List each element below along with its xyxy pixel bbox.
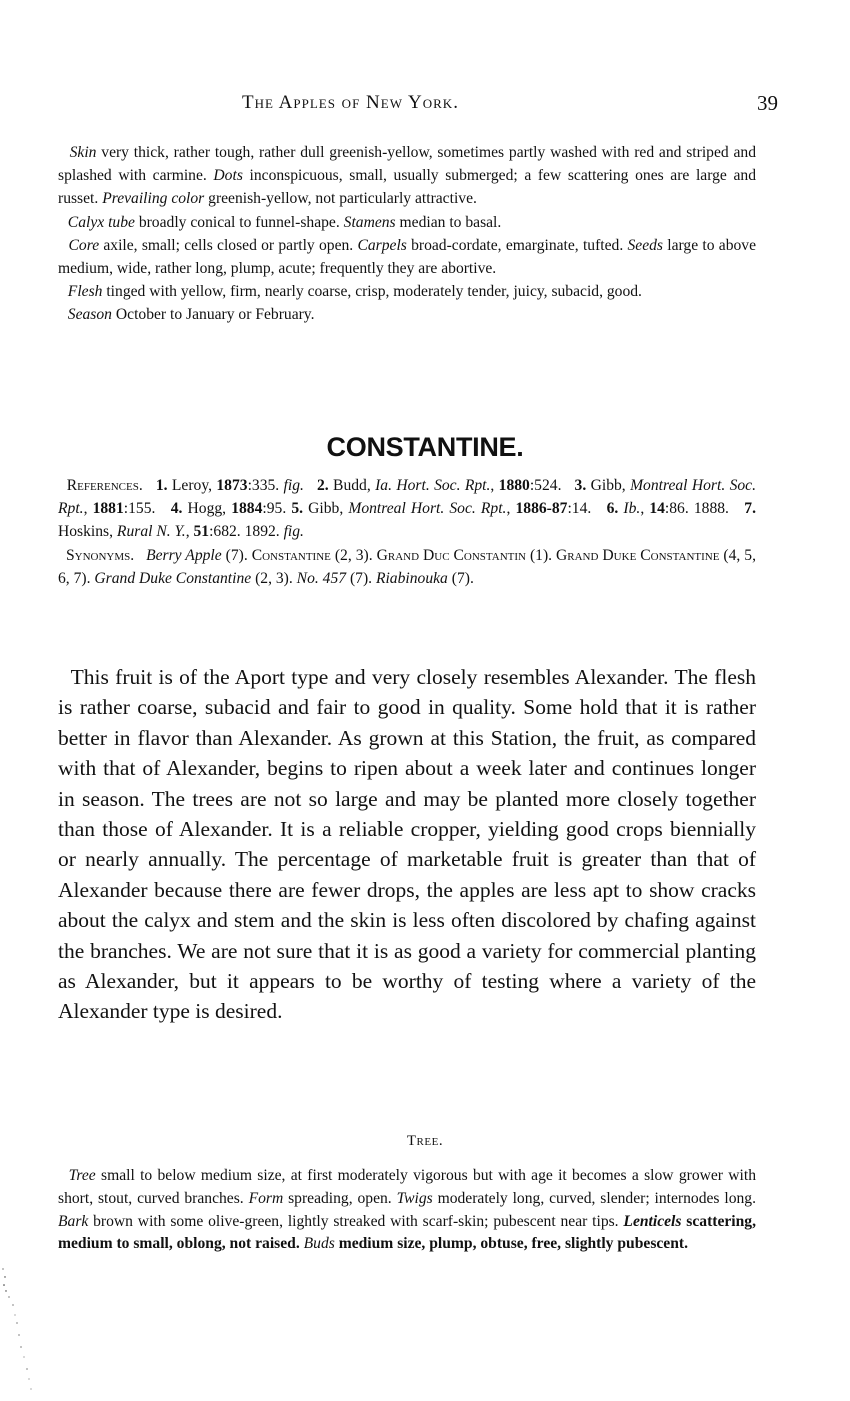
core-label: Core [68,236,100,254]
synonym-item: Grand Duke Constantine (2, 3). [94,569,297,587]
seeds-label: Seeds [627,236,663,254]
flesh-label: Flesh [67,283,103,301]
synonyms-label: Synonyms. [65,546,135,564]
synonyms-paragraph [58,544,756,590]
season-label: Season [67,306,112,324]
reference-item: 5. Gibb, Montreal Hort. Soc. Rpt., 1886-87:14. [291,500,592,518]
synonym-item: No. 457 (7). [296,569,376,587]
form-label: Form [248,1189,284,1207]
bark-label: Bark [58,1212,89,1230]
lenticels-label: Lenticels [623,1212,682,1230]
synonym-item: Grand Duke Constantine (4, 5, 6, 7). [58,546,756,587]
buds-label: Buds [303,1235,335,1253]
synonym-item: Grand Duc Constantin (1). [376,546,557,564]
skin-label: Skin [69,144,97,161]
reference-item: 7. Hoskins, Rural N. Y., 51:682. 1892. fig. [58,500,756,541]
synonym-item: Riabinouka (7). [375,569,474,587]
carpels-label: Carpels [357,236,407,254]
tree-heading: Tree. [406,1133,444,1149]
tree-label: Tree [68,1167,96,1184]
variety-title: CONSTANTINE. [326,432,524,462]
reference-item: 2. Budd, Ia. Hort. Soc. Rpt., 1880:524. [317,477,562,494]
scan-margin-speckle [0,1265,40,1395]
references-label: References. [66,477,143,494]
running-title: The Apples of New York. [242,92,459,113]
reference-item: 1. Leroy, 1873:335. fig. [155,477,304,494]
skin-paragraph: Skin very thick, rather tough, rather dull greenish-yellow, sometimes partly washed with red and striped and splashed with carmine. Dots inconspicuous, small, usually submerged; a few scattering ones are large and russet. Prevailing color greenish-yellow, not particularly attractive. [58,144,756,208]
reference-item: 3. Gibb, Montreal Hort. Soc. Rpt., 1881:155. [58,477,757,518]
stamens-label: Stamens [343,213,396,231]
calyx-tube-label: Calyx tube [67,213,135,231]
synonym-item: Constantine (2, 3). [251,546,377,564]
page-number: 39 [757,91,778,115]
calyx-paragraph: Calyx tube broadly conical to funnel-shape. Stamens median to basal. [67,213,502,231]
tree-description [58,1165,756,1256]
core-paragraph: Core axile, small; cells closed or partly open. Carpels broad-cordate, emarginate, tufted. Seeds large to above medium, wide, rather long, plump, acute; frequently they are abortive. [58,236,756,278]
references-paragraph [58,474,756,544]
dots-label: Dots [213,167,243,185]
reference-item: 6. Ib., 14:86. 1888. [606,500,729,518]
reference-item: 4. Hogg, 1884:95. [170,500,287,518]
variety-body [58,662,756,1027]
season-paragraph: Season October to January or February. [67,306,315,324]
synonym-item: Berry Apple (7). [146,546,252,564]
flesh-paragraph: Flesh tinged with yellow, firm, nearly coarse, crisp, moderately tender, juicy, subacid, good. [67,283,642,301]
fruit-description [58,141,756,327]
tree-paragraph: Tree small to below medium size, at first moderately vigorous but with age it becomes a slow grower with short, stout, curved branches. Form spreading, open. Twigs moderately long, curved, slender; internodes long. Bark brown with some olive-green, lightly streaked with scarf-skin; pubescent near tips. Lenticels scattering, medium to small, oblong, not raised. Buds medium size, plump, obtuse, free, slightly pubescent. [58,1167,757,1253]
prevailing-color-label: Prevailing color [102,190,205,208]
body-paragraph: This fruit is of the Aport type and very closely resembles Alexander. The flesh is rather coarse, subacid and fair to good in quality. Some hold that it is rather better in flavor than Alexander. As grown at this Station, the fruit, as compared with that of Alexander, begins to ripen about a week later and continues longer in season. The trees are not so large and may be planted more closely together than those of Alexander. It is a reliable cropper, yielding good crops biennially or nearly annually. The percentage of marketable fruit is greater than that of Alexander because there are fewer drops, the apples are less apt to show cracks about the calyx and stem and the skin is less often discolored by chafing against the branches. We are not sure that it is as good a variety for commercial planting as Alexander, but it appears to be worthy of testing where a variety of the Alexander type is desired. [58,665,756,1024]
twigs-label: Twigs [396,1189,433,1207]
running-head [0,92,850,116]
references-synonyms [58,474,756,590]
